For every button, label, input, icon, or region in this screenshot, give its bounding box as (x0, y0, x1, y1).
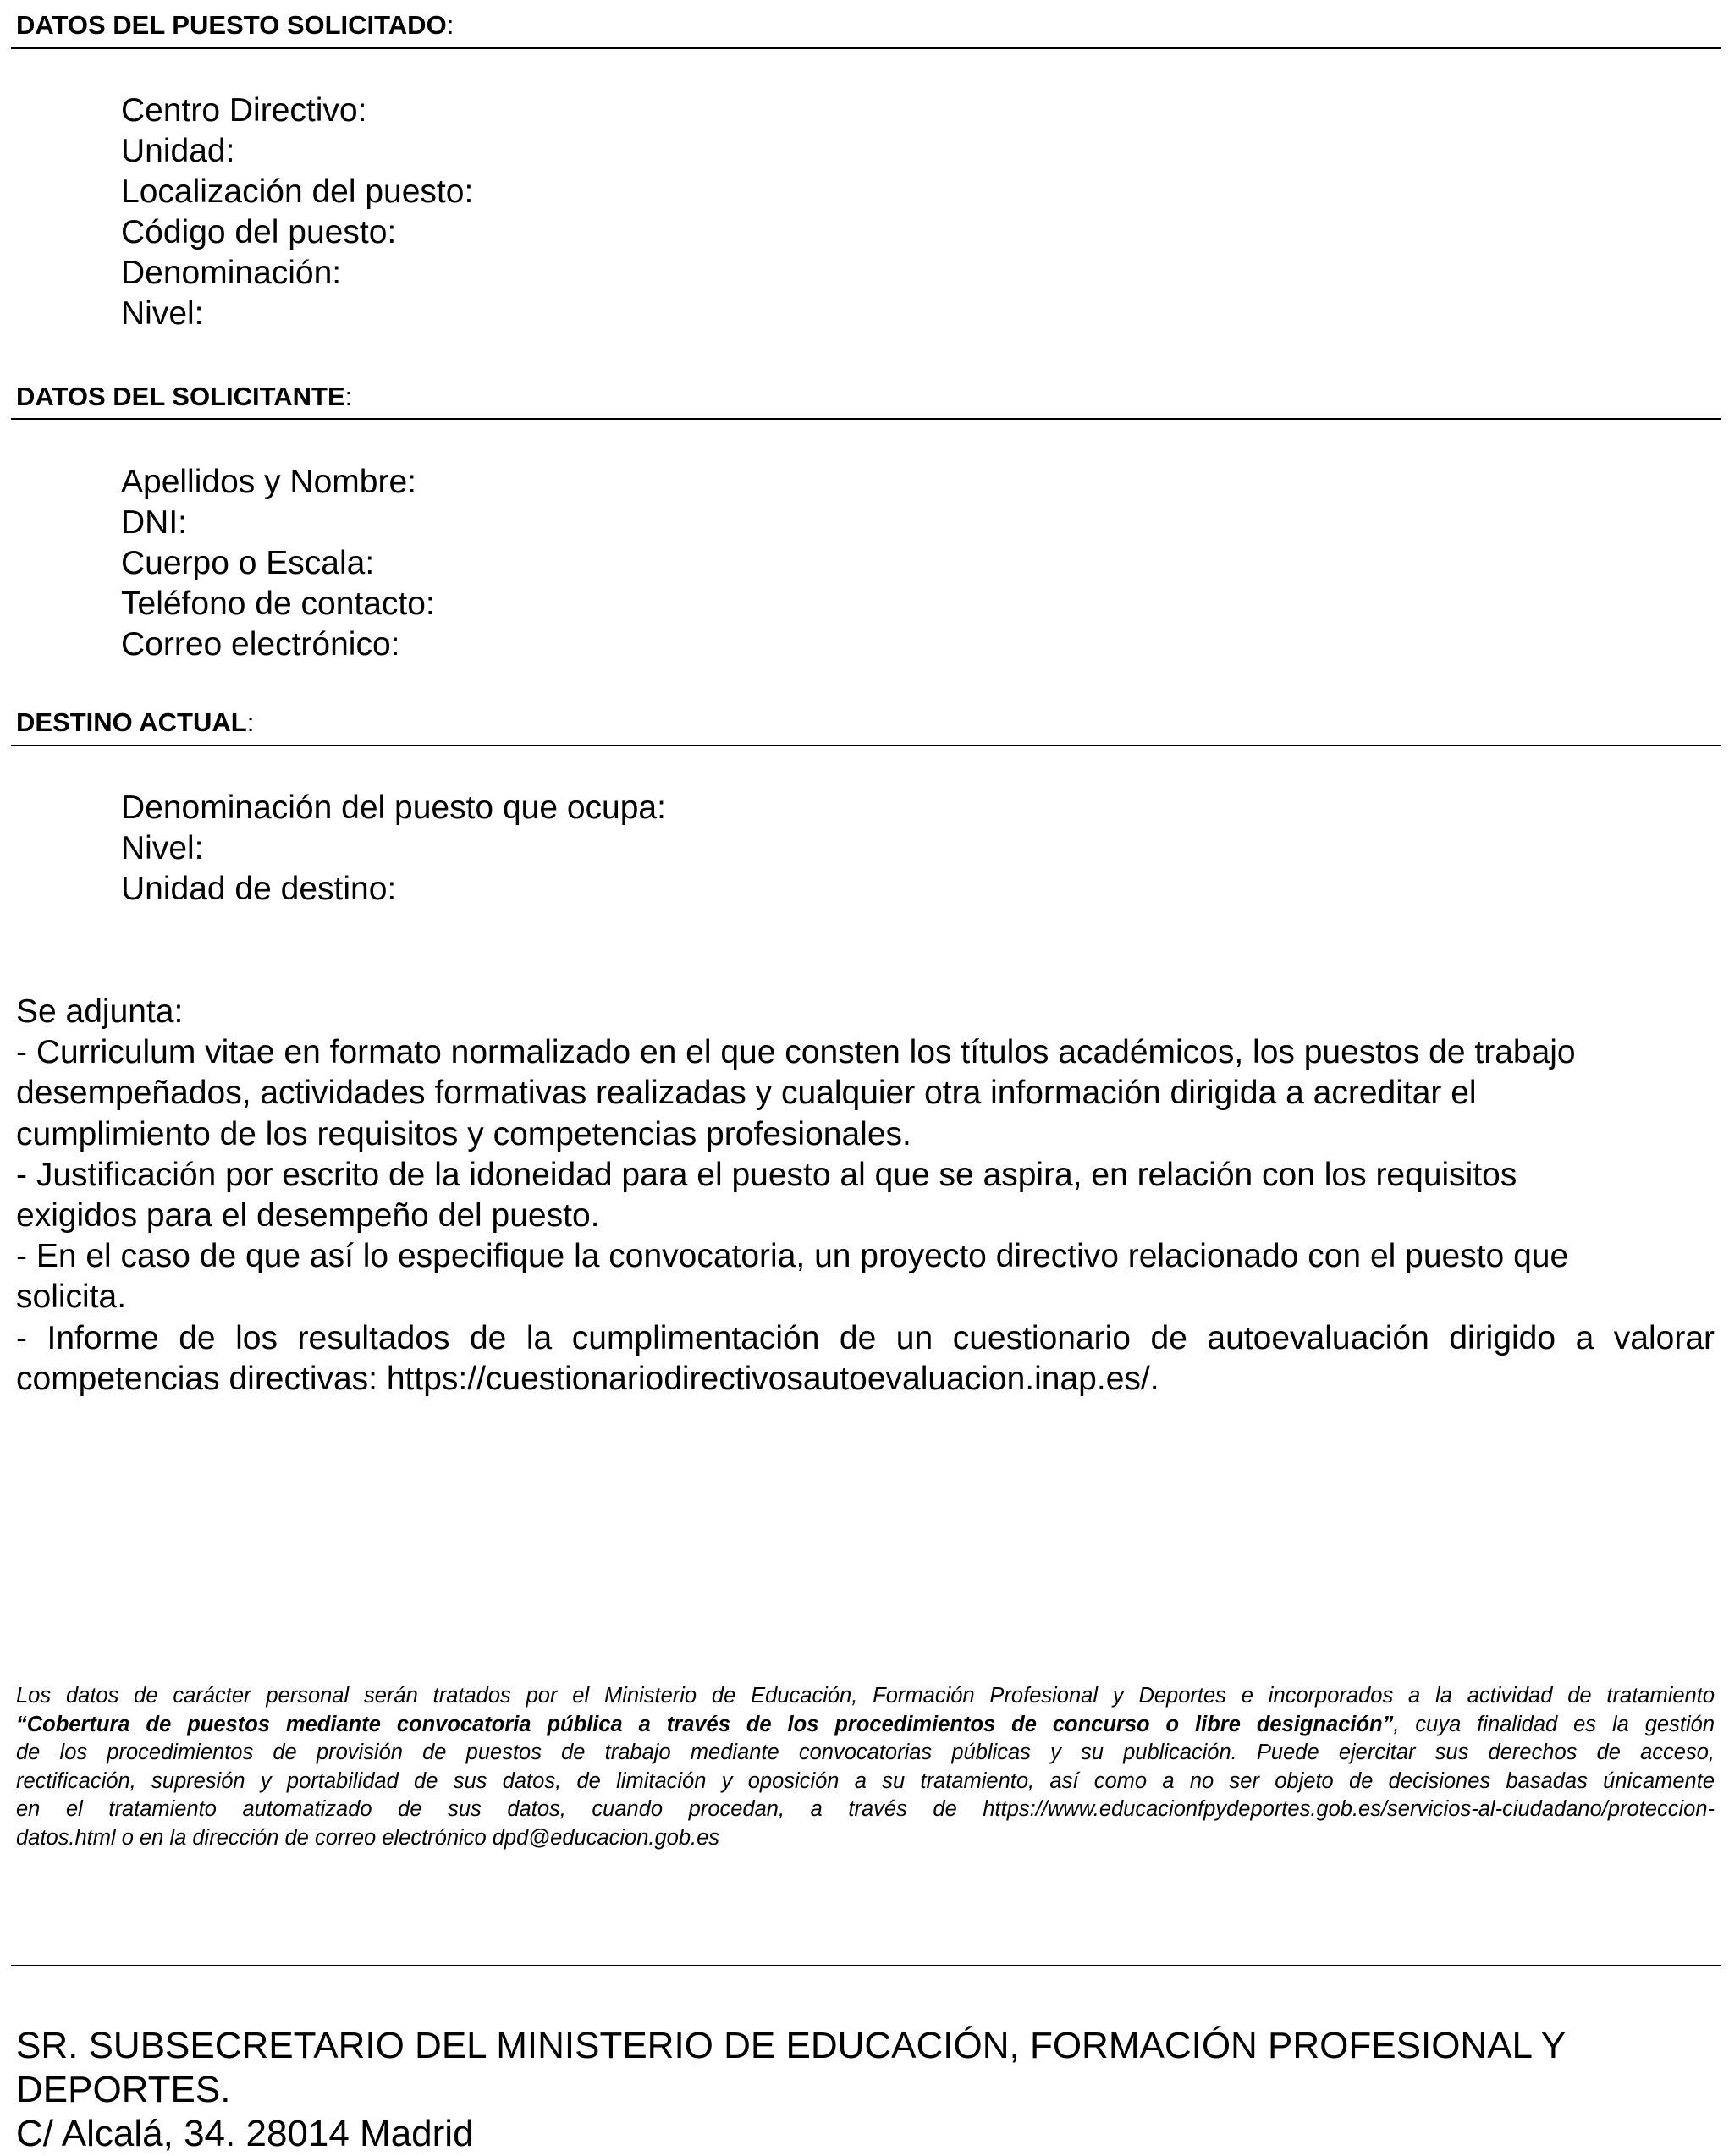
legal-line-rest: , cuya finalidad es la gestión (1393, 1712, 1715, 1736)
heading-colon: : (246, 707, 255, 737)
attachment-line: - Curriculum vitae en formato normalizado en el que consten los títulos académicos, los puestos de trabajo (16, 1034, 1576, 1071)
legal-line: en el tratamiento automatizado de sus datos, cuando procedan, a través de https://www.educacionfpydeportes.gob.es/servicios-al-ciudadano/proteccion- (16, 1797, 1715, 1821)
attachment-line: - Informe de los resultados de la cumplimentación de un cuestionario de autoevaluación dirigido a valorar (16, 1319, 1715, 1356)
attachment-line: cumplimiento de los requisitos y competencias profesionales. (16, 1115, 911, 1152)
attachment-line: solicita. (16, 1279, 127, 1316)
section-heading-solicitante (16, 382, 352, 412)
field-nivel-actual: Nivel: (121, 830, 204, 866)
divider (11, 745, 1721, 746)
solicitante-fields (121, 462, 435, 665)
field-denominacion-puesto: Denominación del puesto que ocupa: (121, 789, 666, 826)
field-centro-directivo: Centro Directivo: (121, 92, 367, 129)
attachment-line: - En el caso de que así lo especifique la convocatoria, un proyecto directivo relacionado con el puesto que (16, 1238, 1569, 1275)
field-correo: Correo electrónico: (121, 626, 400, 663)
divider (11, 47, 1721, 49)
destino-actual-fields (121, 788, 666, 910)
divider (11, 418, 1721, 420)
attachment-line: competencias directivas: https://cuestionariodirectivosautoevaluacion.inap.es/. (16, 1360, 1159, 1397)
addressee-line: SR. SUBSECRETARIO DEL MINISTERIO DE EDUCACIÓN, FORMACIÓN PROFESIONAL Y (16, 2025, 1567, 2066)
addressee-line: DEPORTES. (16, 2069, 231, 2110)
field-codigo: Código del puesto: (121, 214, 397, 250)
field-localizacion: Localización del puesto: (121, 173, 474, 210)
field-denominacion: Denominación: (121, 255, 342, 291)
divider (11, 1965, 1721, 1966)
section-heading-puesto-solicitado (16, 10, 454, 41)
heading-colon: : (446, 10, 454, 40)
addressee-address: C/ Alcalá, 34. 28014 Madrid (16, 2113, 474, 2154)
legal-line: de los procedimientos de provisión de puestos de trabajo mediante convocatorias públicas y su publicación. Puede ejercitar sus derechos de acceso, (16, 1741, 1715, 1764)
field-apellidos-nombre: Apellidos y Nombre: (121, 464, 416, 500)
attachments-intro: Se adjunta: (16, 993, 184, 1030)
field-unidad-destino: Unidad de destino: (121, 871, 397, 907)
addressee-block (16, 2024, 1566, 2156)
legal-line (16, 1711, 1715, 1740)
heading-text: DESTINO ACTUAL (16, 707, 247, 737)
field-dni: DNI: (121, 504, 187, 541)
attachment-line: - Justificación por escrito de la idoneidad para el puesto al que se aspira, en relación con los requisitos (16, 1156, 1517, 1193)
field-cuerpo-escala: Cuerpo o Escala: (121, 545, 375, 581)
legal-line: rectificación, supresión y portabilidad de sus datos, de limitación y oposición a su tratamiento, así como a no ser objeto de decisiones basadas únicamente (16, 1768, 1715, 1793)
heading-text: DATOS DEL PUESTO SOLICITADO (16, 10, 447, 40)
attachment-line: exigidos para el desempeño del puesto. (16, 1197, 600, 1235)
treatment-name: “Cobertura de puestos mediante convocatoria pública a través de los procedimientos de concurso o libre designación” (16, 1712, 1394, 1736)
legal-line: datos.html o en la dirección de correo electrónico dpd@educacion.gob.es (16, 1825, 720, 1850)
heading-text: DATOS DEL SOLICITANTE (16, 382, 345, 411)
data-protection-notice (16, 1682, 1715, 1852)
field-nivel: Nivel: (121, 295, 204, 332)
attachments-list (16, 992, 1715, 1400)
attachment-line: desempeñados, actividades formativas realizadas y cualquier otra información dirigida a acreditar el (16, 1075, 1477, 1112)
section-heading-destino-actual (16, 707, 254, 738)
field-telefono: Teléfono de contacto: (121, 586, 435, 622)
heading-colon: : (344, 382, 353, 411)
legal-line: Los datos de carácter personal serán tratados por el Ministerio de Educación, Formación Profesional y Deportes e incorporados a la actividad de tratamiento (16, 1684, 1715, 1708)
field-unidad: Unidad: (121, 133, 235, 169)
puesto-solicitado-fields (121, 91, 473, 334)
